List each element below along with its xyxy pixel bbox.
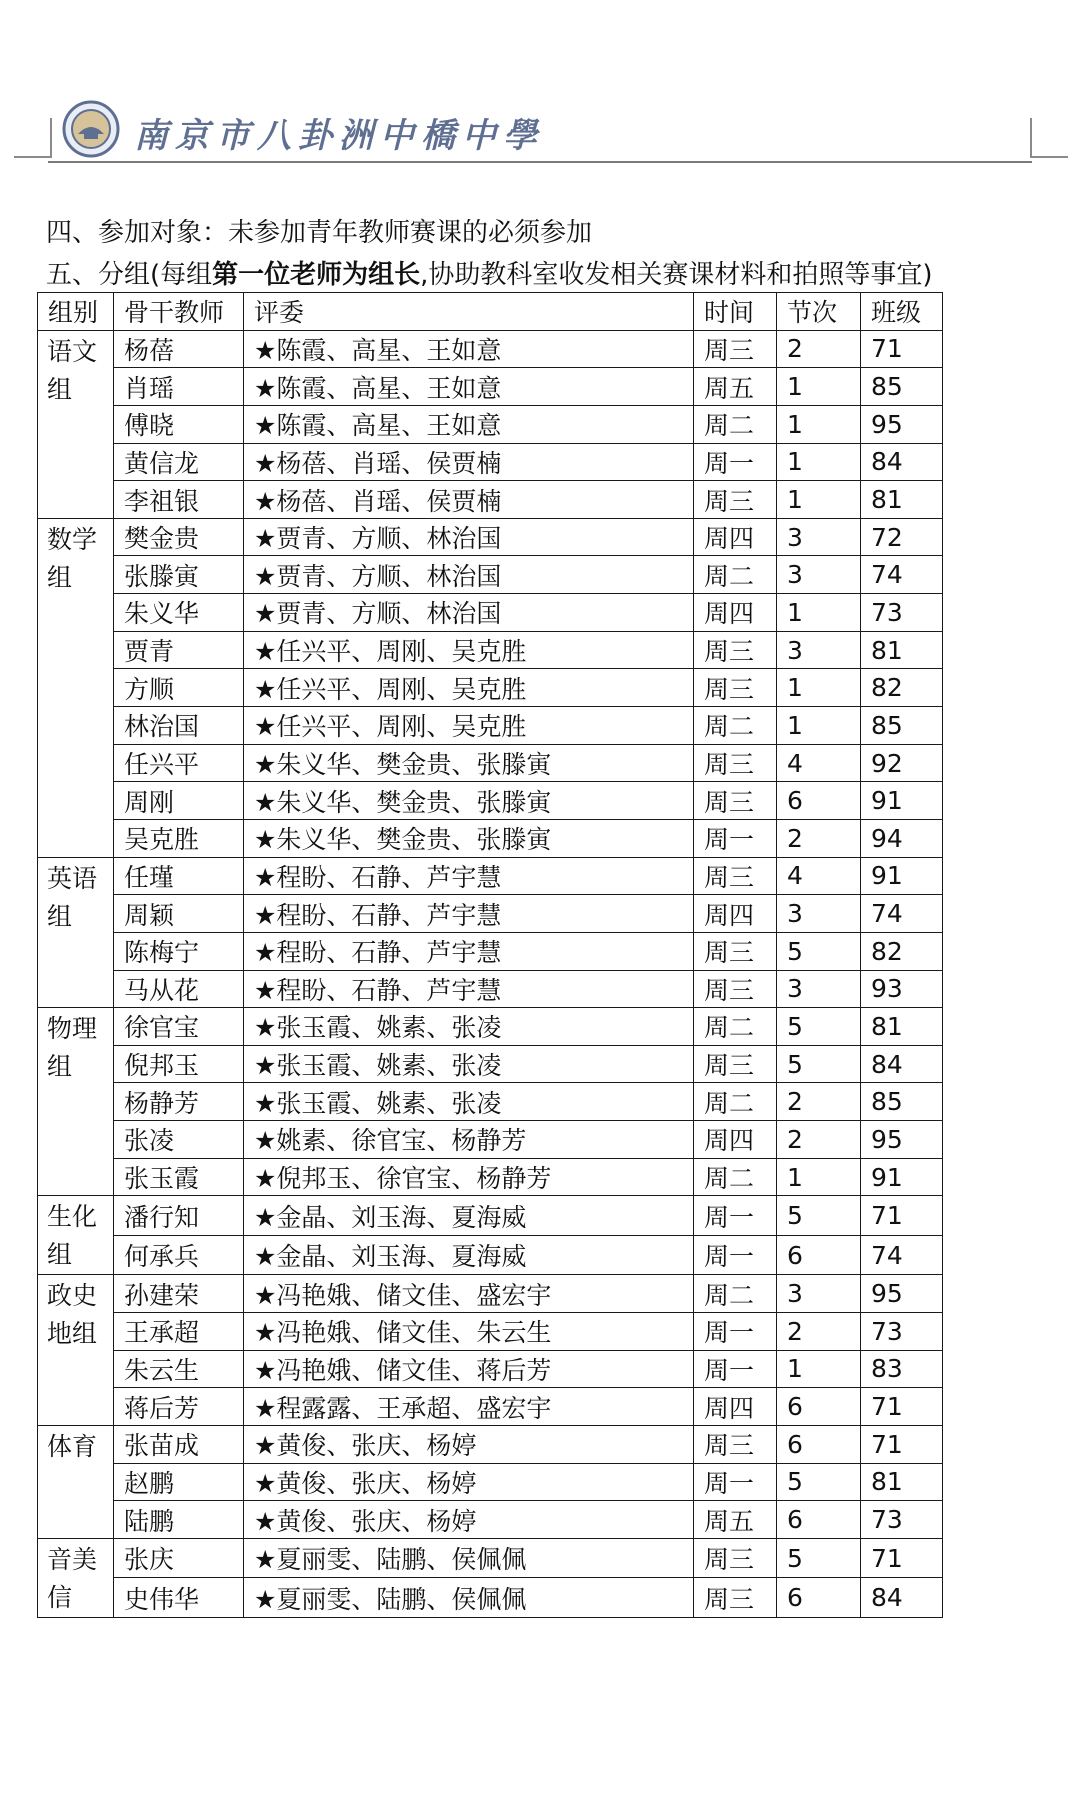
table-row — [38, 1196, 943, 1236]
table-row — [38, 481, 943, 519]
period-cell: 5 — [777, 1008, 861, 1046]
group-cell: 语文组 — [38, 330, 114, 518]
table-row — [38, 1578, 943, 1618]
participants-line: 四、参加对象：未参加青年教师赛课的必须参加 — [46, 218, 593, 248]
judges-cell: ★黄俊、张庆、杨婷 — [244, 1425, 694, 1463]
table-row — [38, 707, 943, 745]
period-cell: 4 — [777, 857, 861, 895]
class-cell: 84 — [861, 443, 943, 481]
day-cell: 周二 — [694, 556, 777, 594]
table-row — [38, 782, 943, 820]
table-row — [38, 594, 943, 632]
day-cell: 周三 — [694, 1578, 777, 1618]
group-cell: 物理组 — [38, 1008, 114, 1196]
period-cell: 6 — [777, 1501, 861, 1539]
period-cell: 3 — [777, 895, 861, 933]
column-header-judges: 评委 — [244, 293, 694, 331]
period-cell: 2 — [777, 1313, 861, 1351]
period-cell: 1 — [777, 368, 861, 406]
day-cell: 周三 — [694, 330, 777, 368]
column-header-class: 班级 — [861, 293, 943, 331]
day-cell: 周五 — [694, 1501, 777, 1539]
judges-cell: ★黄俊、张庆、杨婷 — [244, 1463, 694, 1501]
day-cell: 周一 — [694, 1235, 777, 1275]
teacher-cell: 肖瑶 — [114, 368, 244, 406]
teacher-cell: 樊金贵 — [114, 518, 244, 556]
teacher-cell: 陈梅宁 — [114, 932, 244, 970]
day-cell: 周四 — [694, 594, 777, 632]
teacher-cell: 傅晓 — [114, 405, 244, 443]
period-cell: 3 — [777, 1275, 861, 1313]
judges-cell: ★程盼、石静、芦宇慧 — [244, 857, 694, 895]
judges-cell: ★任兴平、周刚、吴克胜 — [244, 669, 694, 707]
judges-cell: ★程盼、石静、芦宇慧 — [244, 970, 694, 1008]
judges-cell: ★张玉霞、姚素、张凌 — [244, 1008, 694, 1046]
judges-cell: ★冯艳娥、储文佳、朱云生 — [244, 1313, 694, 1351]
teacher-cell: 徐官宝 — [114, 1008, 244, 1046]
class-cell: 91 — [861, 782, 943, 820]
class-cell: 81 — [861, 1463, 943, 1501]
day-cell: 周二 — [694, 1008, 777, 1046]
class-cell: 84 — [861, 1578, 943, 1618]
day-cell: 周三 — [694, 631, 777, 669]
grouping-leader-note: 第一位老师为组长 — [212, 260, 421, 290]
group-cell: 数学组 — [38, 518, 114, 857]
day-cell: 周三 — [694, 932, 777, 970]
day-cell: 周三 — [694, 1538, 777, 1578]
period-cell: 1 — [777, 594, 861, 632]
period-cell: 1 — [777, 405, 861, 443]
teacher-cell: 孙建荣 — [114, 1275, 244, 1313]
column-header-teacher: 骨干教师 — [114, 293, 244, 331]
period-cell: 1 — [777, 1158, 861, 1196]
table-row — [38, 669, 943, 707]
judges-cell: ★程露露、王承超、盛宏宇 — [244, 1388, 694, 1426]
judges-cell: ★程盼、石静、芦宇慧 — [244, 895, 694, 933]
group-cell: 英语组 — [38, 857, 114, 1008]
judges-cell: ★任兴平、周刚、吴克胜 — [244, 631, 694, 669]
class-cell: 93 — [861, 970, 943, 1008]
day-cell: 周四 — [694, 895, 777, 933]
table-row — [38, 1158, 943, 1196]
judges-cell: ★杨蓓、肖瑶、侯贾楠 — [244, 481, 694, 519]
teacher-cell: 方顺 — [114, 669, 244, 707]
judges-cell: ★冯艳娥、储文佳、盛宏宇 — [244, 1275, 694, 1313]
table-row — [38, 895, 943, 933]
teacher-cell: 张滕寅 — [114, 556, 244, 594]
judges-cell: ★杨蓓、肖瑶、侯贾楠 — [244, 443, 694, 481]
period-cell: 1 — [777, 669, 861, 707]
day-cell: 周一 — [694, 443, 777, 481]
grouping-line — [46, 254, 933, 291]
table-row — [38, 1350, 943, 1388]
table-row — [38, 556, 943, 594]
period-cell: 5 — [777, 1045, 861, 1083]
table-row — [38, 819, 943, 857]
judges-cell: ★陈霞、高星、王如意 — [244, 330, 694, 368]
teacher-cell: 周颖 — [114, 895, 244, 933]
table-row — [38, 970, 943, 1008]
teacher-cell: 史伟华 — [114, 1578, 244, 1618]
class-cell: 85 — [861, 707, 943, 745]
table-row — [38, 1235, 943, 1275]
column-header-period: 节次 — [777, 293, 861, 331]
table-row — [38, 518, 943, 556]
document-header — [0, 0, 1072, 180]
day-cell: 周二 — [694, 1083, 777, 1121]
day-cell: 周三 — [694, 669, 777, 707]
table-body — [38, 330, 943, 1617]
table-row — [38, 1538, 943, 1578]
day-cell: 周五 — [694, 368, 777, 406]
group-cell: 政史地组 — [38, 1275, 114, 1426]
day-cell: 周四 — [694, 1388, 777, 1426]
period-cell: 1 — [777, 481, 861, 519]
class-cell: 95 — [861, 405, 943, 443]
day-cell: 周二 — [694, 1275, 777, 1313]
teacher-cell: 朱云生 — [114, 1350, 244, 1388]
class-cell: 95 — [861, 1121, 943, 1159]
day-cell: 周四 — [694, 1121, 777, 1159]
judges-cell: ★贾青、方顺、林治国 — [244, 556, 694, 594]
class-cell: 71 — [861, 330, 943, 368]
class-cell: 71 — [861, 1425, 943, 1463]
teacher-cell: 张玉霞 — [114, 1158, 244, 1196]
teacher-cell: 李祖银 — [114, 481, 244, 519]
group-cell: 音美信 — [38, 1538, 114, 1617]
class-cell: 95 — [861, 1275, 943, 1313]
table-row — [38, 1045, 943, 1083]
judges-cell: ★姚素、徐官宝、杨静芳 — [244, 1121, 694, 1159]
table-row — [38, 1275, 943, 1313]
teacher-cell: 张苗成 — [114, 1425, 244, 1463]
teacher-cell: 潘行知 — [114, 1196, 244, 1236]
judges-cell: ★冯艳娥、储文佳、蒋后芳 — [244, 1350, 694, 1388]
period-cell: 5 — [777, 1538, 861, 1578]
table-row — [38, 932, 943, 970]
period-cell: 3 — [777, 631, 861, 669]
period-cell: 5 — [777, 1463, 861, 1501]
day-cell: 周一 — [694, 1463, 777, 1501]
class-cell: 91 — [861, 857, 943, 895]
judges-cell: ★黄俊、张庆、杨婷 — [244, 1501, 694, 1539]
class-cell: 81 — [861, 1008, 943, 1046]
teacher-cell: 杨蓓 — [114, 330, 244, 368]
day-cell: 周一 — [694, 1196, 777, 1236]
page-corner-mark-left — [14, 118, 52, 158]
teacher-cell: 吴克胜 — [114, 819, 244, 857]
grouping-prefix: 五、分组(每组 — [46, 260, 213, 290]
day-cell: 周三 — [694, 857, 777, 895]
table-row — [38, 857, 943, 895]
day-cell: 周三 — [694, 744, 777, 782]
table-row — [38, 368, 943, 406]
judges-cell: ★程盼、石静、芦宇慧 — [244, 932, 694, 970]
class-cell: 92 — [861, 744, 943, 782]
judges-cell: ★贾青、方顺、林治国 — [244, 518, 694, 556]
table-row — [38, 1388, 943, 1426]
day-cell: 周三 — [694, 1045, 777, 1083]
teacher-roster-table — [37, 292, 943, 1618]
class-cell: 73 — [861, 594, 943, 632]
teacher-cell: 周刚 — [114, 782, 244, 820]
school-name: 南京市八卦洲中橋中學 — [134, 116, 544, 156]
judges-cell: ★倪邦玉、徐官宝、杨静芳 — [244, 1158, 694, 1196]
class-cell: 71 — [861, 1538, 943, 1578]
table-header-row — [38, 293, 943, 331]
class-cell: 74 — [861, 895, 943, 933]
day-cell: 周三 — [694, 481, 777, 519]
judges-cell: ★金晶、刘玉海、夏海威 — [244, 1196, 694, 1236]
period-cell: 2 — [777, 1121, 861, 1159]
period-cell: 6 — [777, 782, 861, 820]
group-cell: 生化组 — [38, 1196, 114, 1275]
period-cell: 1 — [777, 443, 861, 481]
judges-cell: ★任兴平、周刚、吴克胜 — [244, 707, 694, 745]
judges-cell: ★朱义华、樊金贵、张滕寅 — [244, 782, 694, 820]
teacher-cell: 任兴平 — [114, 744, 244, 782]
table-row — [38, 1121, 943, 1159]
teacher-cell: 何承兵 — [114, 1235, 244, 1275]
judges-cell: ★张玉霞、姚素、张凌 — [244, 1045, 694, 1083]
class-cell: 83 — [861, 1350, 943, 1388]
period-cell: 5 — [777, 1196, 861, 1236]
day-cell: 周四 — [694, 518, 777, 556]
table-row — [38, 1008, 943, 1046]
teacher-cell: 张庆 — [114, 1538, 244, 1578]
period-cell: 5 — [777, 932, 861, 970]
column-header-day: 时间 — [694, 293, 777, 331]
class-cell: 71 — [861, 1196, 943, 1236]
day-cell: 周三 — [694, 1425, 777, 1463]
table-row — [38, 443, 943, 481]
grouping-suffix: ,协助教科室收发相关赛课材料和拍照等事宜) — [420, 260, 933, 290]
judges-cell: ★朱义华、樊金贵、张滕寅 — [244, 744, 694, 782]
day-cell: 周一 — [694, 1350, 777, 1388]
class-cell: 84 — [861, 1045, 943, 1083]
period-cell: 1 — [777, 1350, 861, 1388]
teacher-cell: 张凌 — [114, 1121, 244, 1159]
teacher-cell: 任瑾 — [114, 857, 244, 895]
table-row — [38, 1425, 943, 1463]
teacher-cell: 黄信龙 — [114, 443, 244, 481]
teacher-cell: 杨静芳 — [114, 1083, 244, 1121]
period-cell: 6 — [777, 1388, 861, 1426]
class-cell: 81 — [861, 481, 943, 519]
period-cell: 2 — [777, 1083, 861, 1121]
teacher-cell: 蒋后芳 — [114, 1388, 244, 1426]
class-cell: 72 — [861, 518, 943, 556]
judges-cell: ★朱义华、樊金贵、张滕寅 — [244, 819, 694, 857]
class-cell: 82 — [861, 932, 943, 970]
day-cell: 周三 — [694, 970, 777, 1008]
class-cell: 73 — [861, 1501, 943, 1539]
teacher-cell: 赵鹏 — [114, 1463, 244, 1501]
table-row — [38, 1501, 943, 1539]
table-row — [38, 1463, 943, 1501]
teacher-cell: 倪邦玉 — [114, 1045, 244, 1083]
table-row — [38, 631, 943, 669]
class-cell: 85 — [861, 368, 943, 406]
header-divider — [48, 161, 1032, 163]
day-cell: 周一 — [694, 1313, 777, 1351]
table-row — [38, 405, 943, 443]
judges-cell: ★夏丽雯、陆鹏、侯佩佩 — [244, 1578, 694, 1618]
class-cell: 74 — [861, 556, 943, 594]
teacher-cell: 马从花 — [114, 970, 244, 1008]
period-cell: 2 — [777, 330, 861, 368]
judges-cell: ★贾青、方顺、林治国 — [244, 594, 694, 632]
judges-cell: ★夏丽雯、陆鹏、侯佩佩 — [244, 1538, 694, 1578]
table-row — [38, 330, 943, 368]
class-cell: 82 — [861, 669, 943, 707]
day-cell: 周二 — [694, 405, 777, 443]
day-cell: 周三 — [694, 782, 777, 820]
group-cell: 体育 — [38, 1425, 114, 1538]
page-corner-mark-right — [1030, 118, 1068, 158]
teacher-cell: 陆鹏 — [114, 1501, 244, 1539]
judges-cell: ★张玉霞、姚素、张凌 — [244, 1083, 694, 1121]
column-header-group: 组别 — [38, 293, 114, 331]
teacher-cell: 王承超 — [114, 1313, 244, 1351]
teacher-cell: 林治国 — [114, 707, 244, 745]
table-row — [38, 1083, 943, 1121]
teacher-cell: 贾青 — [114, 631, 244, 669]
class-cell: 71 — [861, 1388, 943, 1426]
table-row — [38, 744, 943, 782]
period-cell: 2 — [777, 819, 861, 857]
class-cell: 74 — [861, 1235, 943, 1275]
period-cell: 3 — [777, 556, 861, 594]
class-cell: 73 — [861, 1313, 943, 1351]
day-cell: 周二 — [694, 707, 777, 745]
day-cell: 周二 — [694, 1158, 777, 1196]
class-cell: 91 — [861, 1158, 943, 1196]
judges-cell: ★陈霞、高星、王如意 — [244, 405, 694, 443]
period-cell: 3 — [777, 970, 861, 1008]
period-cell: 6 — [777, 1578, 861, 1618]
teacher-cell: 朱义华 — [114, 594, 244, 632]
class-cell: 94 — [861, 819, 943, 857]
period-cell: 1 — [777, 707, 861, 745]
period-cell: 3 — [777, 518, 861, 556]
period-cell: 4 — [777, 744, 861, 782]
class-cell: 85 — [861, 1083, 943, 1121]
period-cell: 6 — [777, 1235, 861, 1275]
period-cell: 6 — [777, 1425, 861, 1463]
class-cell: 81 — [861, 631, 943, 669]
day-cell: 周一 — [694, 819, 777, 857]
school-emblem-icon — [62, 100, 120, 158]
table-row — [38, 1313, 943, 1351]
judges-cell: ★陈霞、高星、王如意 — [244, 368, 694, 406]
judges-cell: ★金晶、刘玉海、夏海威 — [244, 1235, 694, 1275]
